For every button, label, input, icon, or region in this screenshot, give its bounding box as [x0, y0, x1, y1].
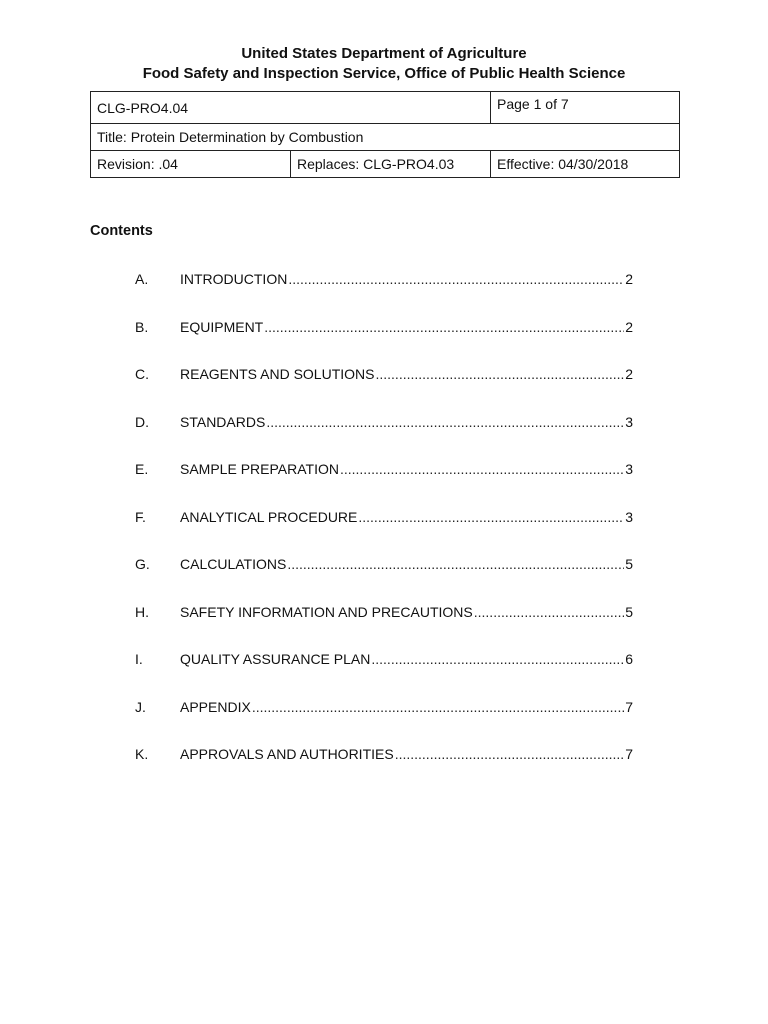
toc-line	[180, 412, 633, 432]
toc-line	[180, 364, 633, 384]
toc-title[interactable]: QUALITY ASSURANCE PLAN	[180, 651, 371, 667]
toc-title[interactable]: ANALYTICAL PROCEDURE	[180, 509, 358, 525]
doc-id-cell: CLG-PRO4.04	[91, 92, 491, 124]
toc-dot-leader	[474, 602, 624, 622]
toc-dot-leader	[288, 269, 624, 289]
toc-page-number[interactable]: 3	[625, 509, 633, 525]
toc-title[interactable]: INTRODUCTION	[180, 271, 288, 287]
toc-line	[180, 507, 633, 527]
toc-line	[180, 697, 633, 717]
effective-date-cell: Effective: 04/30/2018	[491, 151, 680, 178]
toc-entry[interactable]	[0, 269, 768, 289]
toc-title[interactable]: SAFETY INFORMATION AND PRECAUTIONS	[180, 604, 473, 620]
toc-entry[interactable]	[0, 459, 768, 479]
toc-letter: A.	[135, 271, 149, 287]
toc-line	[180, 602, 633, 622]
toc-line	[180, 744, 633, 764]
toc-entry[interactable]	[0, 317, 768, 337]
toc-letter: K.	[135, 746, 149, 762]
toc-letter: G.	[135, 556, 150, 572]
contents-heading: Contents	[90, 223, 153, 239]
info-row-id	[91, 92, 680, 124]
toc-line	[180, 459, 633, 479]
toc-entry[interactable]	[0, 364, 768, 384]
toc-title[interactable]: APPENDIX	[180, 699, 251, 715]
toc-dot-leader	[340, 459, 624, 479]
info-row-revision	[91, 151, 680, 178]
toc-page-number[interactable]: 2	[625, 271, 633, 287]
revision-cell: Revision: .04	[91, 151, 291, 178]
info-row-title	[91, 124, 680, 151]
toc-entry[interactable]	[0, 744, 768, 764]
toc-page-number[interactable]: 3	[625, 461, 633, 477]
toc-dot-leader	[287, 554, 624, 574]
toc-title[interactable]: CALCULATIONS	[180, 556, 287, 572]
toc-line	[180, 317, 633, 337]
toc-line	[180, 554, 633, 574]
org-name-heading: United States Department of Agriculture	[241, 45, 527, 62]
toc-letter: H.	[135, 604, 149, 620]
toc-line	[180, 269, 633, 289]
toc-dot-leader	[375, 364, 624, 384]
toc-letter: I.	[135, 651, 143, 667]
toc-entry[interactable]	[0, 649, 768, 669]
toc-page-number[interactable]: 2	[625, 319, 633, 335]
toc-letter: E.	[135, 461, 149, 477]
toc-entry[interactable]	[0, 602, 768, 622]
toc-page-number[interactable]: 7	[625, 699, 633, 715]
toc-page-number[interactable]: 5	[625, 556, 633, 572]
toc-entry[interactable]	[0, 507, 768, 527]
office-name-heading: Food Safety and Inspection Service, Office of Public Health Science	[142, 65, 626, 82]
toc-title[interactable]: STANDARDS	[180, 414, 266, 430]
toc-dot-leader	[358, 507, 624, 527]
toc-page-number[interactable]: 5	[625, 604, 633, 620]
toc-page-number[interactable]: 3	[625, 414, 633, 430]
toc-dot-leader	[395, 744, 625, 764]
toc-dot-leader	[264, 317, 624, 337]
toc-letter: J.	[135, 699, 146, 715]
replaces-cell: Replaces: CLG-PRO4.03	[291, 151, 491, 178]
toc-letter: F.	[135, 509, 146, 525]
toc-title[interactable]: APPROVALS AND AUTHORITIES	[180, 746, 394, 762]
toc-line	[180, 649, 633, 669]
toc-page-number[interactable]: 7	[625, 746, 633, 762]
toc-entry[interactable]	[0, 697, 768, 717]
toc-letter: D.	[135, 414, 149, 430]
toc-dot-leader	[266, 412, 624, 432]
toc-letter: B.	[135, 319, 149, 335]
toc-title[interactable]: REAGENTS AND SOLUTIONS	[180, 366, 375, 382]
toc-dot-leader	[371, 649, 624, 669]
toc-dot-leader	[252, 697, 624, 717]
toc-entry[interactable]	[0, 412, 768, 432]
toc-letter: C.	[135, 366, 149, 382]
toc-page-number[interactable]: 6	[625, 651, 633, 667]
toc-entry[interactable]	[0, 554, 768, 574]
toc-page-number[interactable]: 2	[625, 366, 633, 382]
doc-title-cell: Title: Protein Determination by Combustion	[91, 124, 680, 151]
page-number-cell: Page 1 of 7	[491, 92, 680, 124]
toc-title[interactable]: SAMPLE PREPARATION	[180, 461, 339, 477]
document-info-table	[90, 91, 680, 178]
toc-title[interactable]: EQUIPMENT	[180, 319, 264, 335]
